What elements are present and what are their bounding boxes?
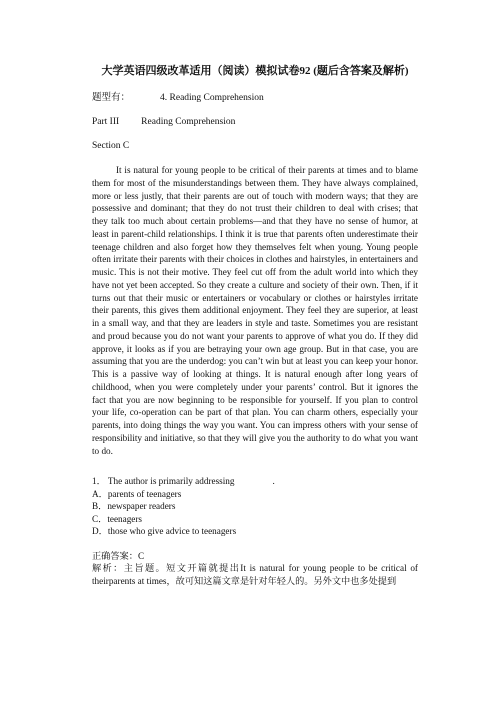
document-title: 大学英语四级改革适用（阅读）模拟试卷92 (题后含答案及解析) bbox=[101, 65, 409, 77]
part-value: Reading Comprehension bbox=[141, 117, 236, 127]
question-type-line bbox=[92, 92, 418, 104]
analysis-label: 解析： bbox=[92, 563, 124, 574]
answer-value: C bbox=[137, 550, 145, 561]
part-line bbox=[92, 116, 418, 128]
analysis-text: 主旨题。短文开篇就提出It is natural for young people to be critical of theirparents at times，故可知这篇文章是针对年轻人的。另外文中也多处提到 bbox=[92, 563, 418, 586]
part-label: Part III bbox=[92, 117, 120, 127]
question-1 bbox=[92, 475, 418, 538]
question-stem-end: . bbox=[272, 476, 275, 487]
option-a[interactable]: A．parents of teenagers bbox=[92, 488, 182, 499]
answer-analysis bbox=[92, 562, 418, 587]
option-b[interactable]: B．newspaper readers bbox=[92, 501, 176, 512]
question-stem-text: 1． The author is primarily addressing bbox=[92, 476, 235, 487]
answer-label: 正确答案： bbox=[92, 550, 138, 561]
reading-passage: It is natural for young people to be critical of their parents at times and to blame them for most of the misunderstandings between them. They have always complained, more or less justly, that their parents are out of touch with modern ways; that they are possessive and dominant; that they do not trust their children to deal with crises; that they talk too much about certain problems—and that they have no sense of humor, at least in parent-child relationships. I think it is true that parents often underestimate their teenage children and also forget how they themselves felt when young. Young people often irritate their parents with their choices in clothes and hairstyles, in entertainers and music. This is not their motive. They feel cut off from the adult world into which they have not yet been accepted. So they create a culture and society of their own. Then, if it turns out that their music or entertainers or vocabulary or clothes or hairstyles irritate their parents, this gives them additional enjoyment. They feel they are superior, at least in a small way, and that they are leaders in style and taste. Sometimes you are resistant and proud because you do not want your parents to approve of what you do. If they did approve, it looks as if you are betraying your own age group. But in that case, you are assuming that you are the underdog: you can’t win but at least you can keep your honor. This is a passive way of looking at things. It is natural enough after long years of childhood, when you were completely under your parents’ control. But it ignores the fact that you are now beginning to be responsible for yourself. If you plan to control your life, co-operation can be part of that plan. You can charm others, especially your parents, into doing things the way you want. You can impress others with your sense of responsibility and initiative, so that they will give you the authority to do what you want to do. bbox=[92, 165, 418, 456]
question-type-label: 题型有： bbox=[92, 93, 131, 103]
section-heading: Section C bbox=[92, 141, 130, 151]
question-stem bbox=[92, 475, 418, 488]
option-c[interactable]: C．teenagers bbox=[92, 513, 143, 524]
question-type-value: 4. Reading Comprehension bbox=[160, 93, 264, 103]
option-d[interactable]: D．those who give advice to teenagers bbox=[92, 526, 237, 537]
correct-answer bbox=[92, 550, 418, 563]
